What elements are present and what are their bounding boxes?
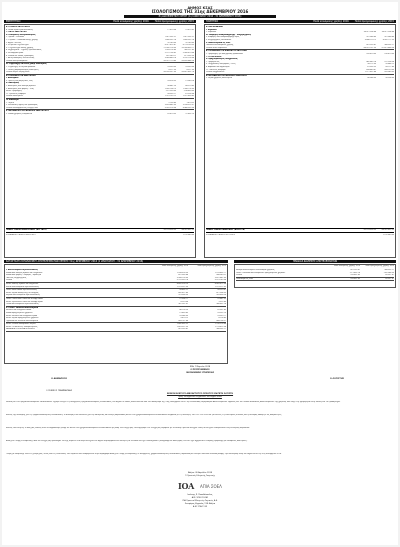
row-label: 5. Υποχρεώσεις από φόρους - τέλη	[206, 63, 236, 66]
distribution-bar: ΠΙΝΑΚΑΣ ΔΙΑΘΕΣΗΣ ΑΠΟΤΕΛΕΣΜΑΤΩΝ	[234, 260, 396, 263]
row-label: Ι. Αποθέματα	[6, 77, 19, 80]
row-label: ΙΙΙ. Διαφορές αναπροσαρμογής - Επιχορηγήσεις	[206, 33, 251, 36]
row-label: 1. Γήπεδα - Οικόπεδα	[6, 36, 24, 39]
row-label: Μείον: Έξοδα προηγούμενων χρήσεων	[6, 317, 39, 320]
row-value-previous: 817.904,55	[216, 291, 226, 294]
auditor-report-title: ΕΚΘΕΣΗ ΕΛΕΓΧΟΥ ΑΝΕΞΑΡΤΗΤΟΥ ΟΡΚΩΤΟΥ ΕΛΕΓΚΤΗ ΛΟΓΙΣΤΗ	[166, 393, 234, 395]
row-label: 4. Μηχανήματα - Τεχνικές εγκαταστάσεις	[6, 49, 42, 52]
row-label: 7. Ακινητοποιήσεις υπό εκτέλεση	[6, 57, 35, 60]
row-label: 4. Λοιπά έξοδα εγκαταστάσεως	[6, 28, 33, 31]
row-value-current: 1.028.114,60	[164, 49, 176, 52]
row-value-current: 6.917.415,87	[164, 44, 176, 47]
liabilities-lines	[206, 26, 394, 222]
row-value-current: 143.801,65	[350, 277, 360, 280]
row-label: 3. Επιχορηγήσεις επενδύσεων	[206, 38, 232, 41]
row-value-previous: 43.835.484,26	[181, 59, 194, 62]
row-value-current: 96.441,20	[167, 85, 176, 88]
statement-row	[236, 278, 394, 282]
auditor-paragraph-1: Έκθεση επί των Χρηματοοικονομικών Καταστάσεων. Έχουμε ελέγξει τις συνημμένες Χρηματοοικονομικές Καταστάσεις του Δήμου, οι οποίες αποτελούνται από τον Ισολογισμό της 31ης Δεκεμβρίου 2016, την Κατάσταση Λογαριασμού Αποτελεσμάτων Χρήσεως και τον Πίνακα Διαθέσεως Αποτελεσμάτων της χρήσεως που έληξε την ημερομηνία αυτή, καθώς και το Προσάρτημα.	[6, 401, 341, 403]
row-value-current: 415.203,81	[350, 269, 360, 271]
row-label: Μείον: Οι από αυτές ενσωματωμένες	[6, 325, 38, 328]
row-label: Ι. Κεφάλαιο	[206, 28, 217, 31]
row-value-current: 9.870,12	[180, 317, 188, 320]
distribution-col-headers: Ποσά κλειόμενης χρήσης 2016 Ποσά προηγούμενης χρήσης 2015	[333, 265, 394, 267]
row-label: Έκτακτα και ανόργανα έσοδα	[6, 309, 32, 312]
row-value-current: 1.375.153,12	[164, 95, 176, 98]
row-value-current: 46.118,20	[179, 309, 188, 312]
row-value-previous: 671.905,30	[184, 54, 194, 57]
row-value-current: 48.591.107,59	[363, 46, 376, 49]
audit-firm-logo: ΙΟΑ	[178, 481, 195, 491]
row-value-previous: 1.123.311,92	[214, 285, 226, 288]
row-value-previous: 3.102.118,96	[182, 57, 194, 60]
row-value-current: -212.300,00	[165, 90, 176, 93]
row-value-current: 45.012.710,40	[163, 59, 176, 62]
row-label: Ολικά αποτελέσματα εκμεταλλεύσεως	[6, 303, 39, 306]
fiscal-period-bar: 8η ΔΙΑΧΕΙΡΙΣΤΙΚΗ ΧΡΗΣΗ (1η ΙΑΝΟΥΑΡΙΟΥ 2016 - 31 ΔΕΚΕΜΒΡΙΟΥ 2016)	[124, 15, 276, 18]
row-value-current: 18.000,00	[167, 65, 176, 68]
row-value-current: 5.725.539,78	[176, 279, 188, 282]
row-label: 1. Συμμετοχές σε νομικά πρόσωπα	[6, 65, 36, 68]
row-value-previous: 37.402,19	[185, 113, 194, 115]
row-label: Μείον: Έκτακτα και ανόργανα έξοδα	[6, 314, 38, 317]
row-value-current: 3.409.860,74	[164, 57, 176, 60]
row-label: Έσοδα από φόρους - εισφορές - πρόστιμα	[6, 274, 41, 277]
row-value-previous: 32.140,00	[185, 41, 194, 44]
row-label: Ε. ΜΕΤΑΒΑΤΙΚΟΙ ΛΟΓΑΡΙΑΣΜΟΙ ΕΝΕΡΓΗΤΙΚΟΥ	[6, 110, 49, 113]
row-label: Μείον: Χρεωστικοί τόκοι και συναφή έξοδα	[6, 300, 43, 303]
row-value-current: 4.602.318,19	[176, 282, 188, 285]
row-value-current: 12.504,77	[179, 297, 188, 300]
row-value-previous: 4.317,50	[186, 68, 194, 71]
mayor-signature: Ο ΔΗΜΑΡΧΟΣ	[51, 378, 67, 380]
row-label: Β. ΕΞΟΔΑ ΕΓΚΑΤΑΣΤΑΣΗΣ	[6, 26, 30, 28]
income-statement-bar: ΚΑΤΑΣΤΑΣΗ ΛΟΓΑΡΙΑΣΜΟΥ ΑΠΟΤΕΛΕΣΜΑΤΩΝ ΧΡΗΣΗΣ 31ης ΔΕΚΕΜΒΡΙΟΥ 2016 (1 ΙΑΝΟΥΑΡΙΟΥ - 31 ΔΕΚΕΜΒΡΙΟΥ 2016)	[4, 260, 228, 263]
row-label: Υπόλοιπο πλεονάσματος χρήσης	[206, 44, 234, 47]
row-value-previous: 190.870,00	[384, 52, 394, 55]
row-value-current: 312.588,40	[366, 36, 376, 39]
row-label: Μείον: Κόστος αγαθών και υπηρεσιών	[6, 282, 39, 285]
row-label: 6. Έπιπλα και λοιπός εξοπλισμός	[6, 54, 34, 57]
row-value-previous: 1.774.412,34	[214, 325, 226, 328]
row-value-current: 387.291,01	[178, 303, 188, 306]
row-value-current: 205.410,00	[366, 52, 376, 55]
row-value-current: 143.801,65	[350, 274, 360, 277]
row-label: 5. Μεταφορικά μέσα	[6, 51, 24, 54]
row-value-previous: 7.427.902,21	[182, 36, 194, 39]
row-value-current: 2.105,40	[168, 101, 176, 104]
row-value-previous: 88.210,65	[185, 85, 194, 88]
row-label: 3. Καταθέσεις όψεως και προθεσμίας	[6, 104, 38, 107]
row-label: Σύνολο υποχρεώσεων	[206, 71, 225, 74]
row-value-current: 17.410,96	[167, 28, 176, 31]
row-value-current: 4.317,50	[168, 68, 176, 71]
row-value-current: 1.123.221,59	[176, 285, 188, 288]
row-value-previous: 388.902,17	[384, 44, 394, 47]
row-label: ΙΙ. Βραχυπρόθεσμες υποχρεώσεις	[206, 58, 238, 61]
row-value-previous: 1.118.402,77	[214, 271, 226, 274]
row-value-previous: 588.340,21	[216, 274, 226, 277]
auditor-paragraph-3: Ευθύνη του Ελεγκτή. Η δική μας ευθύνη είναι να εκφράσουμε γνώμη επί αυτών των χρηματοοικονομικών καταστάσεων με βάση τον έλεγχό μας. Διενεργήσαμε τον έλεγχό μας σύμφωνα με τα Διεθνή Πρότυπα Ελέγχου, όπως αυτά έχουν ενσωματωθεί στην Ελληνική Νομοθεσία.	[6, 427, 250, 429]
row-label: 1.1 Γήπεδα - Οικόπεδα κοινής χρήσης	[6, 38, 38, 41]
row-value-current: 379.006,30	[178, 294, 188, 297]
row-label: 1. Ταμείο	[6, 101, 14, 104]
row-label: Τακτικές επιχορηγήσεις	[6, 276, 27, 279]
row-value-previous: 85.957,67	[385, 274, 394, 277]
memo-accounts-left: ΛΟΓΑΡΙΑΣΜΟΙ ΤΑΞΕΩΣ ΧΡΕΩΣΤΙΚΟΙ 1.132.680,00	[6, 234, 194, 236]
row-value-previous: 30.206,00	[385, 77, 394, 80]
row-value-current: 3.618.442,09	[164, 104, 176, 107]
audit-firm-registration: Α.Μ. ΣΟΕΛ 139	[192, 506, 208, 508]
row-label: Β. ΠΡΟΒΛΕΨΕΙΣ ΓΙΑ ΚΙΝΔΥΝΟΥΣ ΚΑΙ ΕΞΟΔΑ	[206, 50, 247, 53]
row-label: Έσοδα από πώληση αγαθών και υπηρεσιών	[6, 271, 43, 274]
row-label: 5. Πρώτες και βοηθητικές ύλες	[6, 79, 33, 82]
statement-row	[6, 113, 194, 116]
row-value-previous: 15.873,02	[185, 28, 194, 31]
distribution-lines	[236, 269, 394, 287]
row-value-current: -271.402,16	[349, 271, 360, 274]
row-label: Γ. ΠΑΓΙΟ ΕΝΕΡΓΗΤΙΚΟ	[6, 31, 27, 34]
row-label: Α. ΙΔΙΑ ΚΕΦΑΛΑΙΑ	[206, 26, 223, 28]
row-value-previous: 3.204.915,57	[182, 104, 194, 107]
accountant-signature: Ο ΛΟΓΙΣΤΗΣ	[330, 378, 344, 380]
row-value-previous: 4.455.872,06	[214, 282, 226, 285]
assets-grand-total: ΓΕΝΙΚΟ ΣΥΝΟΛΟ ΕΝΕΡΓΗΤΙΚΟΥ (Β+Γ+Δ+Ε) 50.114.528,35 48.397.632,53	[6, 229, 194, 231]
row-value-current: 1.277.621,86	[364, 71, 376, 74]
row-value-previous: 41.907,63	[217, 309, 226, 312]
row-value-previous: 404.708,27	[216, 319, 226, 322]
row-label: Μείον: Σύνολο αποσβέσεων παγίων	[6, 323, 36, 326]
row-value-current: 61.905,33	[367, 65, 376, 68]
row-value-previous: 18.332,10	[217, 311, 226, 314]
row-value-previous: 388.902,17	[216, 328, 226, 331]
row-value-previous: 4.486.555,56	[182, 106, 194, 109]
row-label: V. Αποτελέσματα εις νέον	[206, 41, 231, 44]
row-value-current: 38.017.204,66	[363, 31, 376, 34]
row-label: Γ. ΥΠΟΧΡΕΩΣΕΙΣ	[206, 55, 222, 58]
row-value-current: 1.432.108,75	[164, 87, 176, 90]
row-label: 2. Απαιτήσεις από φόρους - τέλη	[6, 87, 34, 90]
row-value-previous: 3.912,40	[218, 300, 226, 303]
row-label: 1. Κεφάλαιο	[206, 31, 217, 34]
row-value-current: 612.905,48	[178, 274, 188, 277]
row-label: Μείον: Έξοδα διοικητικής λειτουργίας	[6, 291, 39, 294]
row-value-current: 1.842.605,22	[176, 323, 188, 326]
statement-title: ΙΣΟΛΟΓΙΣΜΟΣ ΤΗΣ 31ης ΔΕΚΕΜΒΡΙΟΥ 2016	[151, 9, 249, 14]
row-label: 2. Διαφορές από αναπροσαρμογή αξίας	[206, 36, 240, 39]
row-value-current: 9.846.110,72	[364, 38, 376, 41]
row-label: 2. Έξοδα χρήσεως δουλευμένα	[206, 77, 233, 80]
row-value-current: 3.908.116,00	[176, 276, 188, 279]
row-value-current: 5.020.218,94	[164, 106, 176, 109]
auditor-registration: Α.Μ. ΣΟΕΛ 15241	[191, 497, 209, 499]
row-label: ΙΙ. Ενσώματες ακινητοποιήσεις	[6, 33, 36, 36]
row-value-previous: 8.114,85	[218, 317, 226, 320]
row-label: Πλέον: Πιστωτικοί τόκοι και συναφή έσοδα	[6, 297, 43, 300]
row-label: 6. Ασφαλιστικοί οργανισμοί	[206, 65, 230, 68]
secretary-signature: Ο ΓΕΝΙΚΟΣ ΓΡΑΜΜΑΤΕΑΣ	[45, 390, 73, 392]
row-label: Ι. Αποτελέσματα εκμεταλλεύσεως	[6, 269, 38, 271]
row-value-previous: 14.023,77	[217, 314, 226, 317]
row-label: 1. Προμηθευτές	[206, 60, 220, 63]
row-label: Μείον: Προβλέψεις	[6, 90, 22, 93]
row-value-previous: 1.306.774,90	[182, 87, 194, 90]
row-value-current: 694.880,47	[366, 68, 376, 71]
row-value-previous: 18.000,00	[185, 65, 194, 68]
memo-accounts-right: ΛΟΓΑΡΙΑΣΜΟΙ ΤΑΞΕΩΣ ΠΙΣΤΩΤΙΚΟΙ 1.132.680,00	[206, 234, 394, 236]
row-value-previous: 359.638,24	[216, 294, 226, 297]
row-value-current: 4.220,06	[180, 300, 188, 303]
row-value-current: 428.797,64	[178, 319, 188, 322]
row-value-current: 415.203,81	[366, 44, 376, 47]
row-value-previous: 1.790.218,44	[214, 323, 226, 326]
row-label: ΙΙ. Απαιτήσεις	[6, 82, 20, 85]
head-department: ΟΙΚΟΝΟΜΙΚΗΣ ΥΠΗΡΕΣΙΑΣ	[185, 372, 215, 374]
row-label: Σύνολο παγίου ενεργητικού	[6, 71, 30, 74]
row-label: Σύνολο ιδίων κεφαλαίων	[206, 46, 227, 49]
row-value-previous: 43.857.801,76	[181, 71, 194, 74]
row-value-current: 58.402,11	[179, 289, 188, 292]
municipality-name: ΔΗΜΟΣ ΚΣΑΣ	[187, 6, 213, 10]
row-label: Σύνολο	[236, 274, 243, 277]
income-col-headers: Ποσά κλειόμενης χρήσης 2016 Ποσά προηγούμενης χρήσης 2015	[161, 265, 226, 267]
row-label: Μερικά αποτελέσματα εκμεταλλεύσεως	[6, 294, 40, 297]
row-label: 11. Χρεώστες διάφοροι	[6, 92, 26, 95]
row-value-current: 7.427.902,21	[164, 36, 176, 39]
row-value-previous: 980.221,45	[184, 49, 194, 52]
row-label: 7. Λοιπές μακροπρόθεσμες απαιτήσεις	[6, 68, 39, 71]
row-value-current: 697.340,11	[166, 54, 176, 57]
head-role: Ο ΠΡΟΪΣΤΑΜΕΝΟΣ	[190, 369, 210, 371]
row-value-previous: 3.872.441,00	[214, 276, 226, 279]
row-value-previous: 2.045.670,08	[182, 51, 194, 54]
row-label: 2. Αγροί - Φυτείες	[6, 41, 22, 44]
row-label: Σύνολο	[6, 279, 13, 282]
row-value-current: 802.617,40	[178, 291, 188, 294]
row-value-previous: 8.902.771,35	[382, 38, 394, 41]
financial-statement-page	[2, 2, 398, 545]
row-value-previous: 21.960,14	[185, 79, 194, 82]
audit-firm-logo-sub: ΑΠΙΑ ΣΟΕΛ	[200, 484, 222, 489]
row-value-previous: 388.902,17	[384, 269, 394, 271]
row-label: 11. Πιστωτές διάφοροι	[206, 68, 226, 71]
row-value-previous: 264.120,00	[384, 68, 394, 71]
row-label: Οργανικά και έκτακτα αποτελέσματα	[6, 319, 38, 322]
auditor-paragraph-4: Βάση για Γνώμη με Επιφύλαξη. Από τον έλεγχό μας προέκυψαν τα εξής θέματα: στα πάγια στοιχεία του Δήμου περιλαμβάνονται ακίνητα για τα οποία δεν έχει ολοκληρωθεί η απογραφή και αποτίμηση, ενώ δεν έχει σχηματιστεί επαρκής πρόβλεψη για επισφαλείς απαιτήσεις.	[6, 440, 248, 442]
row-value-previous: 555.089,95	[384, 71, 394, 74]
liabilities-heading: ΠΑΘΗΤΙΚΟ Ποσά προηγούμενης χρήσης 2015 Ποσά κλειόμενης χρήσης 2016	[206, 20, 394, 23]
row-value-previous: 1.845.022,16	[182, 38, 194, 41]
auditor-paragraph-2: Ευθύνη της Διοίκησης για τις Χρηματοοικονομικές Καταστάσεις. Η Διοίκηση είναι υπεύθυνη για την κατάρτιση και εύλογη παρουσίαση αυτών των χρηματοοικονομικών καταστάσεων σύμφωνα με τις διατάξεις του Π.Δ. 315/1999 και για εκείνες τις εσωτερικές δικλίδες που η Διοίκηση καθορίζει ως απαραίτητες.	[6, 414, 282, 416]
assets-lines	[6, 26, 194, 222]
row-value-current: 40.388,90	[367, 77, 376, 80]
row-value-previous: -198.400,00	[183, 90, 194, 93]
row-label: 3.1 Τεχνικά έργα κοινής χρήσης	[6, 46, 34, 49]
row-value-current: 41.870,55	[167, 113, 176, 115]
row-label: Μικτά αποτελέσματα εκμεταλλεύσεως	[6, 285, 39, 288]
row-label: Σύνολο απαιτήσεων	[6, 95, 23, 98]
row-value-current: 415.203,81	[178, 328, 188, 331]
row-label: 2. Έσοδα χρήσεως εισπρακτέα	[6, 113, 33, 115]
row-label: 1. Προβλέψεις για αποζημίωση προσωπικού	[206, 52, 243, 55]
row-value-previous: 61.224,08	[185, 92, 194, 95]
row-value-previous: 366.607,16	[216, 303, 226, 306]
row-value-previous: 197.208,34	[384, 60, 394, 63]
row-label: Σύνολο κυκλοφορούντος ενεργητικού	[6, 106, 38, 109]
row-value-current: 1.845.022,16	[164, 38, 176, 41]
row-value-previous: 47.621.466,58	[381, 46, 394, 49]
row-value-previous: 1.870,22	[186, 101, 194, 104]
row-value-previous: 38.017.204,66	[381, 31, 394, 34]
row-value-previous: 5.579.183,98	[214, 279, 226, 282]
signature-place-date: ΚΣΑ, 7 Μαρτίου 2018	[189, 366, 211, 368]
row-value-current: 21.803,45	[179, 311, 188, 314]
row-value-current: 58.903,17	[167, 92, 176, 95]
row-label: Σύνολο ακινητοποιήσεων	[6, 59, 28, 62]
row-value-current: 32.140,00	[167, 41, 176, 44]
row-value-current: 16.544,90	[179, 314, 188, 317]
row-label: Έσοδα προηγούμενων χρήσεων	[6, 311, 33, 314]
row-value-current: 21.542.118,09	[163, 46, 176, 49]
row-value-previous: 85.957,67	[385, 277, 394, 280]
row-value-previous: 58.117,49	[385, 65, 394, 68]
auditor-report-addressee: Προς το Δημοτικό Συμβούλιο του Δήμου ΚΣΑΣ	[178, 396, 222, 398]
row-value-current: 45.035.027,90	[163, 71, 176, 74]
auditor-role: Ο Ορκωτός Ελεγκτής Λογιστής	[185, 475, 215, 477]
income-statement-lines	[6, 269, 226, 363]
row-value-previous: 54.230,87	[217, 289, 226, 292]
row-value-previous: 6.774.100,33	[182, 44, 194, 47]
row-value-current: 482.663,16	[366, 60, 376, 63]
row-label: ΙV. Διαθέσιμα	[6, 99, 19, 102]
row-value-previous: 20.956.403,77	[181, 46, 194, 49]
row-value-current: 1.829.011,39	[176, 325, 188, 328]
audit-firm-address: Λεωφόρος Κηφισίας 118, Αθήνα	[184, 503, 216, 505]
row-label: 3. Κτίρια και τεχνικά έργα	[6, 44, 29, 47]
row-label: Πλεόνασμα εις νέον	[236, 277, 253, 280]
auditor-name: Ιωάννης Κ. Παπαδόπουλος	[187, 494, 213, 496]
auditor-paragraph-5: Γνώμη με Επιφύλαξη. Κατά τη γνώμη μας, εκτός από τις επιπτώσεις των θεμάτων που αναφέρονται στην παράγραφο Βάση για Γνώμη με Επιφύλαξη, οι συνημμένες χρηματοοικονομικές καταστάσεις παρουσιάζουν εύλογα, από κάθε ουσιώδη άποψη, την οικονομική θέση του Δήμου κατά την 31η Δεκεμβρίου 2016.	[6, 453, 282, 455]
row-label: Δ. ΚΥΚΛΟΦΟΡΟΥΝ ΕΝΕΡΓΗΤΙΚΟ	[6, 74, 36, 77]
row-value-previous: 35.644,12	[385, 63, 394, 66]
row-label: 1. Απαιτήσεις από πώληση αγαθών	[6, 85, 36, 88]
row-label: Δ. ΜΕΤΑΒΑΤΙΚΟΙ ΛΟΓΑΡΙΑΣΜΟΙ ΠΑΘΗΤΙΚΟΥ	[206, 74, 248, 77]
assets-heading: ΕΝΕΡΓΗΤΙΚΟ Ποσά προηγούμενης χρήσης 2015 Ποσά κλειόμενης χρήσης 2016	[6, 20, 194, 23]
row-value-current: 1.204.518,30	[176, 271, 188, 274]
row-label: Πλέον: Άλλα έσοδα εκμεταλλεύσεως	[6, 289, 38, 292]
row-label: Πλέον: Υπόλοιπο αποτελεσμάτων προηγούμενων χρήσεων	[236, 271, 286, 274]
row-value-previous: 312.588,40	[384, 36, 394, 39]
row-value-current: 24.518,33	[167, 79, 176, 82]
row-label: ΙΙΙ. Συμμετοχές και άλλες μακρ. απαιτήσεις	[6, 63, 47, 66]
row-label: ΙΙ. Πλέον: Έκτακτα αποτελέσματα	[6, 306, 38, 309]
liabilities-grand-total: ΓΕΝΙΚΟ ΣΥΝΟΛΟ ΠΑΘΗΤΙΚΟΥ (Α+Β+Γ+Δ) 50.114.528,35 48.397.632,53	[206, 229, 394, 231]
row-label: Καθαρά αποτελέσματα (πλεόνασμα) χρήσεως	[236, 269, 275, 271]
row-value-previous: 10.881,32	[217, 297, 226, 300]
audit-firm-name: ΙΟΑ Ορκωτοί Ελεγκτές Λογιστές Α.Ε.	[182, 500, 218, 502]
row-value-current: 2.112.796,62	[164, 51, 176, 54]
row-value-current: 38.172,90	[367, 63, 376, 66]
row-value-previous: 1.257.809,63	[182, 95, 194, 98]
row-value-previous: -302.944,50	[383, 271, 394, 274]
row-label: ΚΑΘΑΡΑ ΑΠΟΤΕΛΕΣΜΑΤΑ ΧΡΗΣΗΣ	[6, 328, 35, 331]
report-place-date: Αθήνα, 30 Απριλίου 2018	[188, 472, 212, 474]
